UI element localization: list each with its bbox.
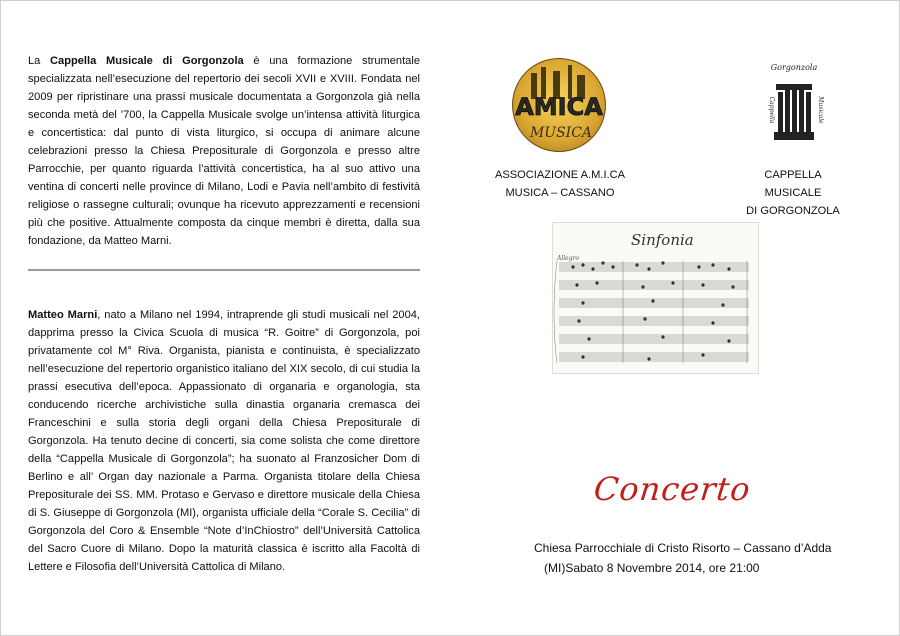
amica-logo-text: AMICA	[515, 93, 603, 121]
date-time-line: (MI)Sabato 8 Novembre 2014, ore 21:00	[544, 561, 760, 575]
sinfonia-manuscript-image	[552, 222, 759, 374]
section-divider	[28, 269, 420, 271]
amica-logo-subtext: MUSICA	[529, 125, 593, 141]
manuscript-title: Sinfonia	[631, 231, 694, 249]
ensemble-description: La Cappella Musicale di Gorgonzola è una formazione strumentale specializzata nell’esecuzione del repertorio dei secoli XVII e XVIII. Fondata nel 2009 per ripristinare una prassi musicale documentata a Gorgonzola già nella seconda metà del ’700, la Cappella Musicale svolge un’intensa attività liturgica e concertistica: dal punto di vista liturgico, si occupa di animare alcune celebrazioni presso la Chiesa Prepositurale di Gorgonzola e presso altre Parrocchie, per quanto riguarda l’attività concertistica, ha al suo attivo una ventina di concerti nelle province di Milano, Lodi e Pavia nell’ambito di festività religiose o rassegne culturali; ovunque ha ricevuto apprezzamenti e recensioni più che positive. Attualmente composta da cinque membri è diretta, dalla sua fondazione, da Matteo Marni.	[28, 55, 420, 247]
cappella-logo-side-right: Musicale	[817, 96, 824, 124]
amica-logo	[512, 58, 606, 152]
cappella-logo-side-left: Cappella	[768, 96, 775, 124]
cappella-caption: CAPPELLA MUSICALE DI GORGONZOLA	[746, 169, 840, 217]
cappella-logo-top-text: Gorgonzola	[770, 63, 818, 72]
amica-caption: ASSOCIAZIONE A.M.I.CA MUSICA – CASSANO	[494, 169, 626, 199]
director-name: Matteo Marni	[28, 309, 98, 321]
director-biography: Matteo Marni, nato a Milano nel 1994, intraprende gli studi musicali nel 2004, dapprima presso la Civica Scuola di musica “R. Goitre” di Gorgonzola, poi privatamente col M° Riva. Organista, pianista e continuista, è specializzato nell’esecuzione del repertorio organistico italiano del XIX secolo, di cui studia la prassi esecutiva dell’epoca. Appassionato di organaria e organologia, sta conducendo ricerche archivistiche sulla dinastia organaria cremasca dei Franceschini e sulla storia degli organi della Chiesa Prepositurale di Gorgonzola. Ha tenuto decine di concerti, sia come solista che come direttore della “Cappella Musicale di Gorgonzola”; ha suonato al Franzosicher Dom di Berlino e all’ Organ day nazionale a Parma. Organista titolare della Chiesa Prepositurale dei SS. MM. Protaso e Gervaso e direttore musicale della Chiesa di S. Giuseppe di Gorgonzola (MI), organista ufficiale della “Corale S. Cecilia” di Gorgonzola del Coro & Ensemble “Note d’InChiostro” dell’Università Cattolica del Sacro Cuore di Milano. Dopo la maturità classica è iscritto alla Facoltà di Lettere e Filosofia dell’Università Cattolica di Milano.	[28, 309, 420, 573]
manuscript-tempo: Allegro	[557, 255, 580, 262]
ensemble-name: Cappella Musicale di Gorgonzola	[50, 55, 244, 67]
cappella-logo	[764, 60, 824, 152]
venue-line: Chiesa Parrocchiale di Cristo Risorto – Cassano d’Adda	[534, 541, 832, 555]
concert-title: Concerto	[592, 470, 753, 508]
